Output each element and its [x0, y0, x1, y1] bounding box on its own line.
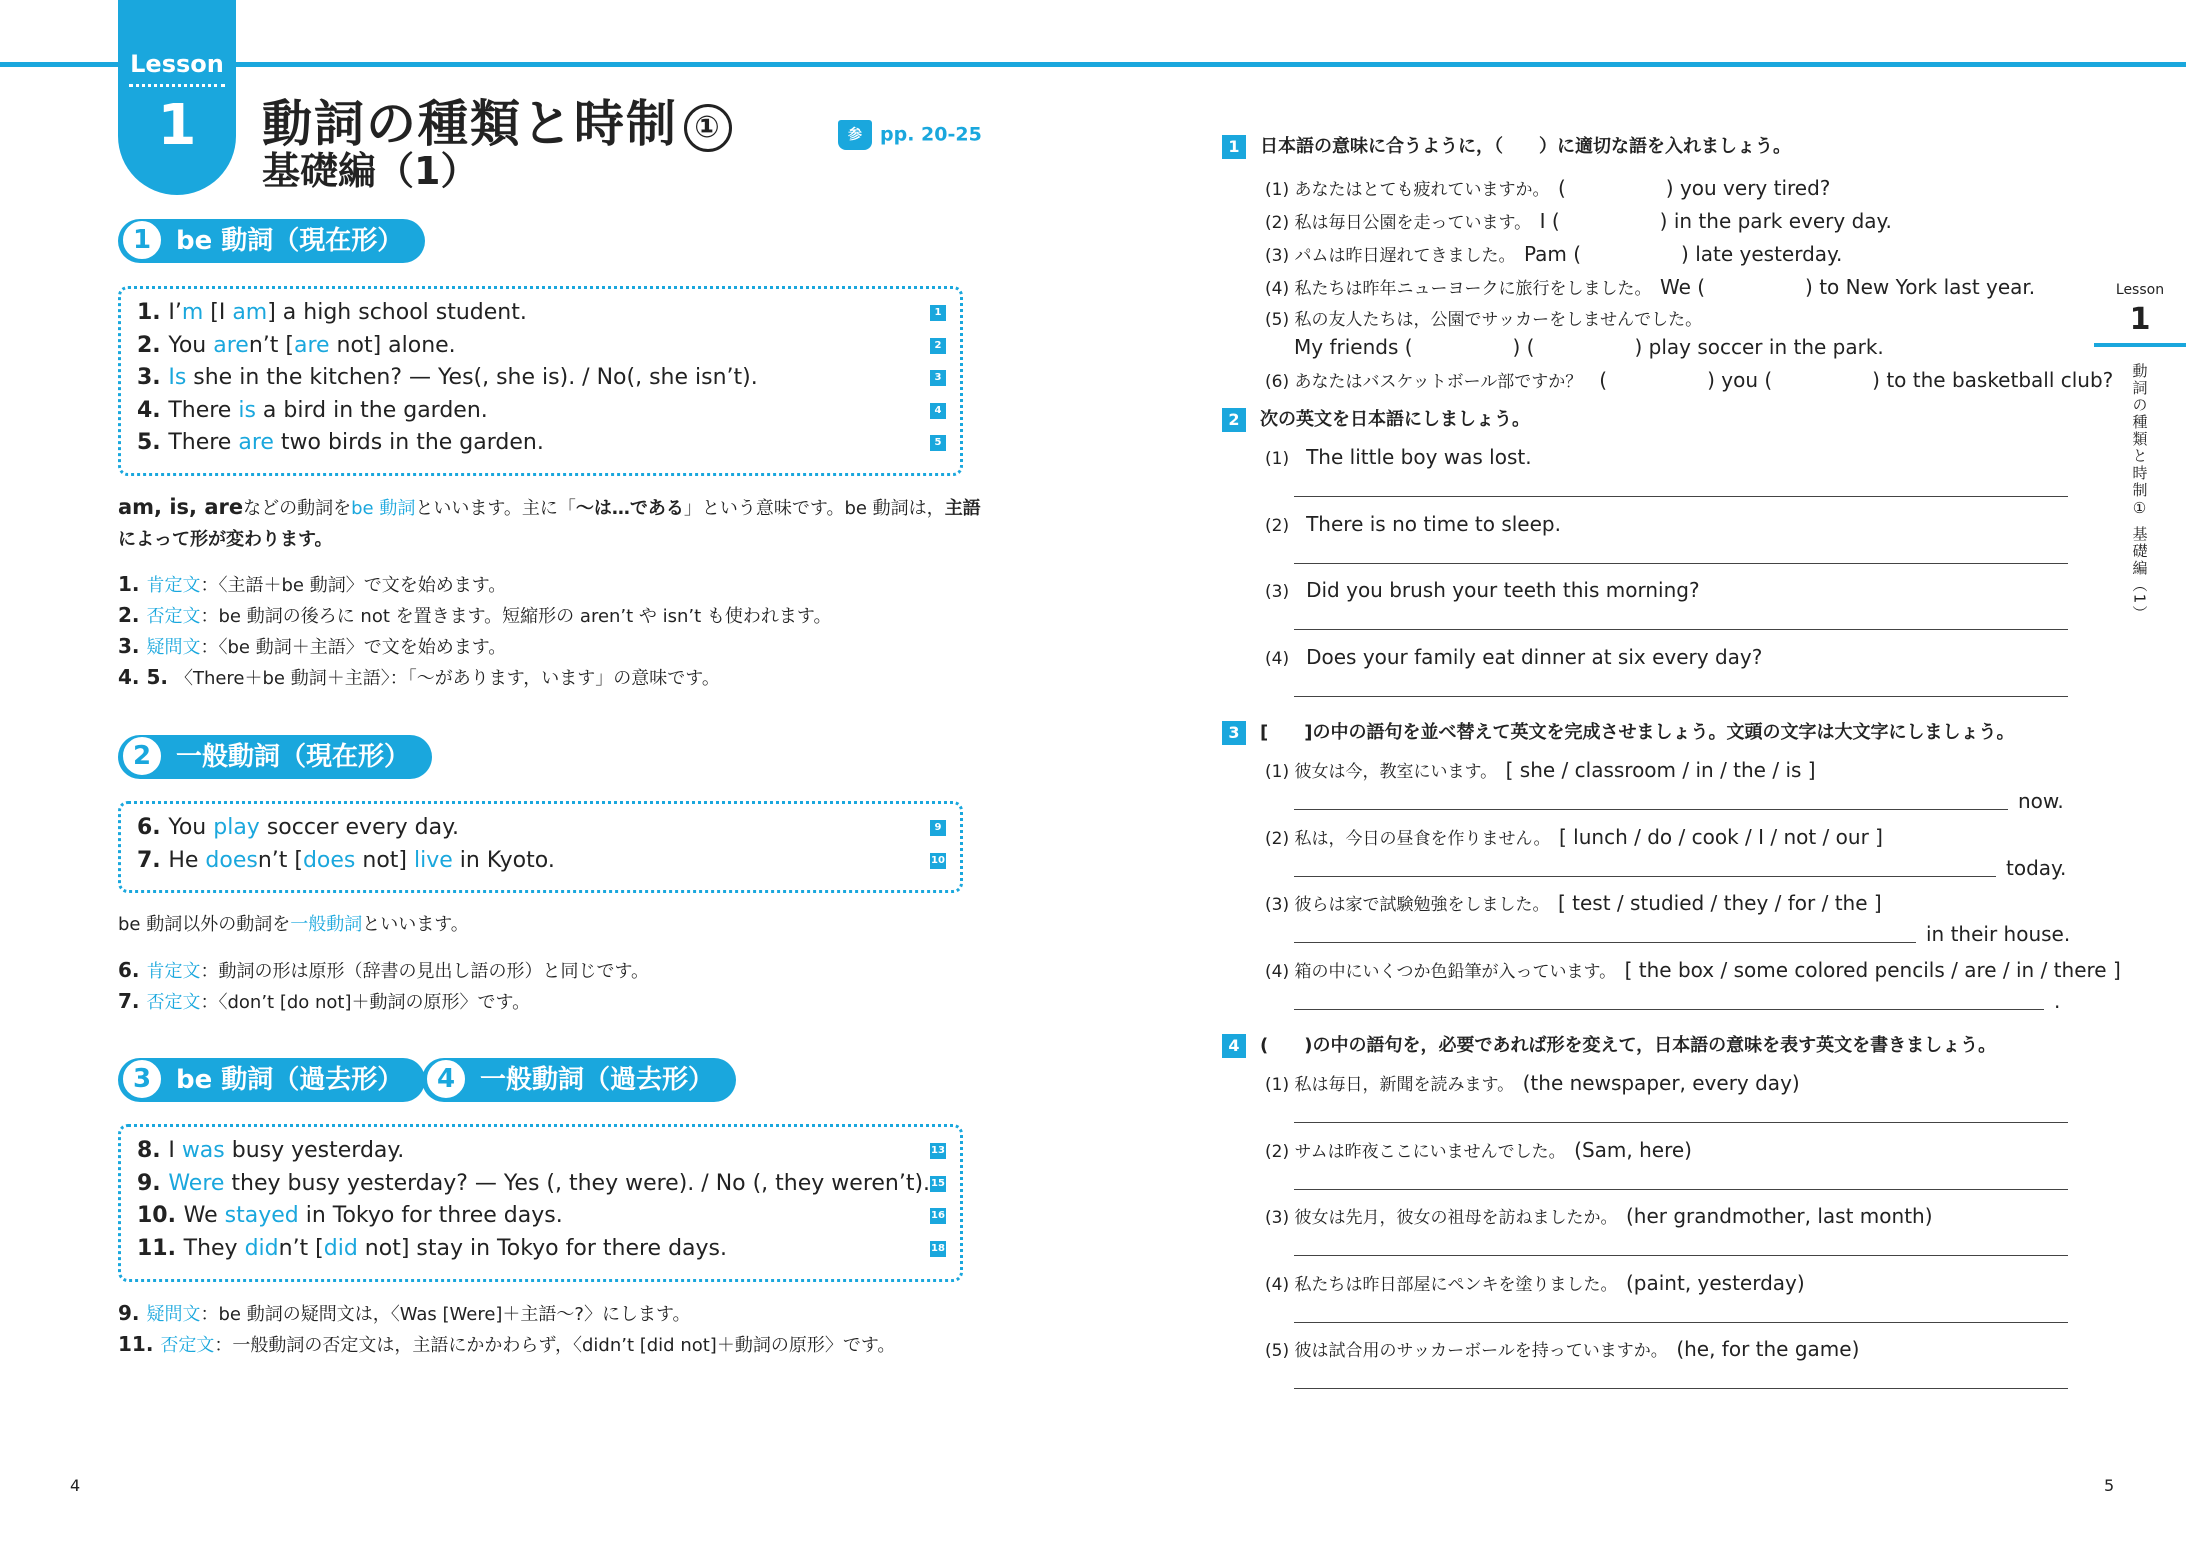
question-item — [1265, 172, 1830, 201]
question-item — [1265, 1336, 1859, 1361]
rule-text: ：〈be 動詞＋主語〉で文を始めます。 — [200, 637, 507, 658]
highlight-word: stayed — [224, 1203, 299, 1228]
section-title: be 動詞（現在形） — [176, 226, 404, 256]
item-english: (he, for the game) — [1676, 1337, 1860, 1361]
question-number: 3 — [1222, 721, 1246, 745]
item-english: Pam ( ) late yesterday. — [1523, 242, 1843, 266]
highlight-word: are — [293, 332, 330, 358]
page-subtitle: 基礎編（1） — [262, 149, 479, 193]
question-item — [1265, 644, 1762, 669]
example-box-2 — [118, 801, 963, 893]
item-japanese: (1) あなたはとても疲れていますか。 — [1265, 180, 1558, 200]
item-english: I ( ) in the park every day. — [1539, 209, 1892, 233]
side-lesson-number: 1 — [2094, 302, 2186, 347]
question-item — [1265, 957, 2121, 982]
question-item — [1265, 444, 1532, 469]
item-english: My friends ( ) ( ) play soccer in the park. — [1294, 335, 1884, 359]
example-number: 1. — [137, 300, 169, 325]
item-english: (paint, yesterday) — [1625, 1270, 1805, 1295]
answer-line — [1294, 1189, 2068, 1190]
section-2-heading — [118, 735, 432, 779]
answer-line — [1294, 876, 1996, 877]
expl-text: 」という意味です。be 動詞は， — [683, 498, 945, 519]
question-item — [1265, 205, 1892, 234]
answer-line — [1294, 696, 2068, 697]
item-english: Does your family eat dinner at six every day? — [1306, 644, 1763, 669]
item-english: [ the box / some colored pencils / are / in / there ] — [1624, 957, 2121, 982]
title-main: 動詞の種類と時制 — [262, 95, 678, 153]
grammar-rule — [118, 986, 530, 1018]
section-number: 2 — [122, 736, 162, 776]
question-item — [1265, 1270, 1805, 1295]
item-english: There is no time to sleep. — [1306, 511, 1561, 536]
question-item — [1265, 890, 1882, 915]
expl-text: などの動詞を — [243, 498, 352, 519]
highlight-word: Is — [168, 365, 187, 390]
section-1-heading — [118, 219, 425, 263]
lesson-tab — [118, 0, 236, 195]
sentence-text: There — [168, 397, 239, 423]
rule-number: 7. — [118, 989, 147, 1013]
section-3-heading — [118, 1058, 425, 1102]
sentence-ending — [1926, 922, 2070, 946]
question-item — [1265, 238, 1842, 267]
highlight-word: is — [238, 397, 256, 423]
rule-keyword: 否定文 — [160, 1335, 215, 1356]
page-reference — [838, 120, 982, 150]
item-japanese: (3) パムは昨日遅れてきました。 — [1265, 246, 1524, 266]
rule-keyword: 疑問文 — [146, 1304, 201, 1325]
question-item — [1265, 1203, 1933, 1228]
rule-number: 6. — [118, 958, 147, 982]
rule-number: 3. — [118, 634, 147, 658]
audio-track-badge: 2 — [930, 338, 946, 354]
item-japanese: (5) 彼は試合用のサッカーボールを持っていますか。 — [1265, 1341, 1677, 1361]
grammar-rule — [118, 569, 506, 601]
side-vertical-title: 動詞の種類と時制① 基礎編（1） — [2130, 363, 2149, 623]
section-number: 4 — [426, 1059, 466, 1099]
ending-text: today. — [2006, 855, 2067, 880]
question-item — [1265, 757, 1816, 782]
item-japanese: (2) — [1265, 515, 1307, 536]
reference-pages: pp. 20-25 — [880, 123, 982, 146]
highlight-word: are — [213, 332, 249, 358]
rule-text: ：be 動詞の疑問文は，〈Was [Were]＋主語〜?〉にします。 — [200, 1304, 691, 1325]
answer-line — [1294, 1009, 2044, 1010]
sentence-text: ] a high school student. — [267, 300, 527, 325]
expl-keyword: 主語 — [944, 498, 981, 519]
page-number-right: 5 — [2104, 1476, 2115, 1495]
sentence-text: a bird in the garden. — [255, 397, 488, 423]
item-japanese: (4) — [1265, 648, 1307, 669]
item-japanese: (4) 私たちは昨日部屋にペンキを塗りました。 — [1265, 1274, 1626, 1295]
question-instruction: ( )の中の語句を，必要であれば形を変えて，日本語の意味を表す英文を書きましょう。 — [1260, 1035, 1997, 1056]
example-sentence — [137, 427, 946, 460]
expl-text: be 動詞以外の動詞を — [118, 914, 291, 935]
sentence-ending — [2018, 789, 2064, 813]
highlight-word: are — [238, 430, 274, 455]
item-japanese: (1) 彼女は今，教室にいます。 — [1265, 762, 1506, 782]
sentence-text: You — [168, 815, 214, 840]
audio-track-badge: 4 — [930, 403, 946, 419]
explanation-2 — [118, 909, 469, 940]
item-english: [ test / studied / they / for / the ] — [1557, 891, 1882, 915]
example-number: 6. — [137, 815, 169, 840]
question-item — [1265, 305, 1711, 330]
item-english: (her grandmother, last month) — [1625, 1204, 1933, 1228]
expl-text: といいます。主に「 — [415, 498, 576, 519]
rule-text: 〈There＋be 動詞＋主語〉：「〜があります，います」の意味です。 — [174, 668, 720, 689]
question-instruction: [ ]の中の語句を並べ替えて英文を完成させましょう。文頭の文字は大文字にしましょう。 — [1260, 722, 2015, 743]
answer-line — [1294, 629, 2068, 630]
item-japanese: (2) サムは昨夜ここにいませんでした。 — [1265, 1141, 1575, 1162]
grammar-rule — [118, 1298, 691, 1330]
highlight-word: play — [213, 815, 260, 840]
highlight-word: live — [414, 847, 453, 873]
grammar-rule — [118, 631, 506, 663]
question-heading — [1222, 132, 1791, 159]
example-number: 2. — [137, 332, 169, 358]
lesson-label: Lesson — [129, 50, 225, 87]
rule-text: ：動詞の形は原形（辞書の見出し語の形）と同じです。 — [200, 961, 650, 982]
expl-words: am, is, are — [118, 495, 244, 519]
rule-keyword: 疑問文 — [146, 637, 201, 658]
rule-keyword: 否定文 — [146, 992, 201, 1013]
answer-line — [1294, 942, 1916, 943]
item-english: (Sam, here) — [1574, 1137, 1692, 1162]
expl-text: によって形が変わります。 — [118, 529, 333, 550]
item-english: ( ) you very tired? — [1557, 176, 1831, 200]
ending-text: in their house. — [1926, 922, 2071, 946]
question-item — [1265, 577, 1700, 602]
question-item — [1265, 1070, 1800, 1095]
highlight-word: am — [232, 300, 268, 325]
question-heading — [1222, 718, 2014, 745]
rule-number: 2. — [118, 603, 147, 627]
example-sentence — [137, 812, 946, 845]
answer-line — [1294, 1388, 2068, 1389]
grammar-rule — [118, 955, 649, 987]
rule-text: ：〈don’t [do not]＋動詞の原形〉です。 — [200, 992, 531, 1013]
question-item — [1265, 1137, 1692, 1162]
example-number: 8. — [137, 1138, 169, 1163]
section-4-heading — [422, 1058, 736, 1102]
audio-track-badge: 3 — [930, 370, 946, 386]
example-sentence — [137, 395, 946, 428]
answer-line — [1294, 1255, 2068, 1256]
item-japanese: (4) 箱の中にいくつか色鉛筆が入っています。 — [1265, 961, 1625, 982]
top-rule — [0, 62, 2186, 67]
sentence-text: I’ — [168, 300, 182, 325]
audio-track-badge: 16 — [930, 1208, 946, 1224]
sentence-text: she in the kitchen? — Yes(, she is). / No(, she isn’t). — [186, 365, 758, 390]
question-instruction: 日本語の意味に合うように，（ ）に適切な語を入れましょう。 — [1260, 136, 1791, 157]
item-japanese: (2) 私は毎日公園を走っています。 — [1265, 213, 1540, 233]
sentence-ending — [2054, 989, 2060, 1013]
question-item — [1265, 511, 1561, 536]
highlight-word: m — [181, 300, 204, 325]
example-sentence — [137, 1168, 946, 1201]
question-item — [1265, 271, 2035, 300]
sentence-text: not] stay in Tokyo for there days. — [357, 1235, 727, 1261]
example-sentence — [137, 845, 946, 878]
ending-text: now. — [2018, 789, 2064, 813]
answer-line — [1294, 1122, 2068, 1123]
rule-keyword: 肯定文 — [146, 961, 201, 982]
item-english: We ( ) to New York last year. — [1659, 275, 2036, 299]
section-number: 3 — [122, 1059, 162, 1099]
rule-number: 11. — [118, 1332, 161, 1356]
question-heading — [1222, 405, 1530, 432]
item-english: Did you brush your teeth this morning? — [1306, 578, 1700, 602]
sentence-text: [I — [203, 300, 233, 325]
sentence-text: n’t [ — [248, 332, 294, 358]
question-heading — [1222, 1031, 1996, 1058]
section-title: 一般動詞（過去形） — [480, 1065, 715, 1095]
audio-track-badge: 1 — [930, 305, 946, 321]
side-lesson-tab — [2094, 282, 2186, 622]
highlight-word: did — [244, 1235, 279, 1261]
question-number: 4 — [1222, 1034, 1246, 1058]
rule-keyword: 否定文 — [146, 606, 201, 627]
rule-number: 4. 5. — [118, 665, 175, 689]
example-number: 9. — [137, 1170, 169, 1196]
item-english: (the newspaper, every day) — [1522, 1071, 1800, 1095]
sentence-text: soccer every day. — [259, 815, 459, 840]
sentence-text: not] — [355, 847, 414, 873]
sentence-text: in Tokyo for three days. — [298, 1203, 563, 1228]
section-title: 一般動詞（現在形） — [176, 742, 411, 772]
example-number: 7. — [137, 847, 169, 873]
grammar-rule — [118, 600, 832, 632]
audio-track-badge: 15 — [930, 1176, 946, 1192]
highlight-word: was — [181, 1138, 225, 1163]
rule-text: ：be 動詞の後ろに not を置きます。短縮形の aren’t や isn’t も使われます。 — [200, 606, 832, 627]
item-english: The little boy was lost. — [1306, 445, 1532, 469]
sentence-text: I — [168, 1138, 182, 1163]
rule-text: ：〈主語＋be 動詞〉で文を始めます。 — [200, 575, 507, 596]
rule-number: 1. — [118, 572, 147, 596]
sentence-text: He — [168, 847, 206, 873]
example-box-3 — [118, 1124, 963, 1282]
item-japanese: (3) 彼女は先月，彼女の祖母を訪ねましたか。 — [1265, 1208, 1626, 1228]
sentence-text: not] alone. — [329, 332, 456, 358]
sentence-text: two birds in the garden. — [273, 430, 544, 455]
item-japanese: (1) 私は毎日，新聞を読みます。 — [1265, 1075, 1523, 1095]
item-japanese: (5) 私の友人たちは，公園でサッカーをしませんでした。 — [1265, 310, 1711, 330]
question-instruction: 次の英文を日本語にしましょう。 — [1260, 409, 1530, 430]
page-number-left: 4 — [70, 1476, 81, 1495]
highlight-word: did — [323, 1235, 358, 1261]
example-number: 11. — [137, 1235, 184, 1261]
title-circle-number: ① — [684, 104, 732, 152]
sentence-text: n’t [ — [278, 1235, 324, 1261]
question-item — [1265, 824, 1883, 849]
section-number: 1 — [122, 220, 162, 260]
item-english: ( ) you ( ) to the basketball club? — [1599, 368, 2114, 392]
sentence-text: You — [168, 332, 214, 358]
example-number: 10. — [137, 1203, 184, 1228]
audio-track-badge: 10 — [930, 853, 946, 869]
example-sentence — [137, 297, 946, 330]
lesson-number: 1 — [157, 93, 197, 158]
explanation-1 — [118, 492, 981, 555]
item-english: [ she / classroom / in / the / is ] — [1505, 758, 1816, 782]
example-sentence — [137, 330, 946, 363]
answer-line — [1294, 496, 2068, 497]
example-sentence — [137, 1135, 946, 1168]
example-sentence — [137, 1200, 946, 1233]
example-number: 4. — [137, 397, 169, 423]
ending-text: . — [2054, 988, 2061, 1013]
side-lesson-label: Lesson — [2115, 282, 2165, 298]
question-item — [1265, 364, 2113, 393]
section-title: be 動詞（過去形） — [176, 1065, 404, 1095]
audio-track-badge: 5 — [930, 435, 946, 451]
example-sentence — [137, 1233, 946, 1266]
question-item — [1294, 331, 1884, 360]
audio-track-badge: 18 — [930, 1241, 946, 1257]
expl-text: といいます。 — [362, 914, 469, 935]
sentence-text: n’t [ — [257, 847, 303, 873]
book-icon: 参 — [838, 120, 872, 150]
highlight-word: does — [302, 847, 356, 873]
answer-line — [1294, 1322, 2068, 1323]
sentence-text: We — [183, 1203, 225, 1228]
highlight-word: does — [205, 847, 258, 873]
highlight-word: Were — [168, 1170, 225, 1196]
answer-line — [1294, 563, 2068, 564]
item-japanese: (3) — [1265, 582, 1307, 602]
question-number: 1 — [1222, 135, 1246, 159]
sentence-text: They — [183, 1235, 245, 1261]
answer-line — [1294, 809, 2008, 810]
item-japanese: (2) 私は，今日の昼食を作りません。 — [1265, 828, 1560, 849]
grammar-rule — [118, 662, 720, 694]
question-number: 2 — [1222, 408, 1246, 432]
audio-track-badge: 9 — [930, 820, 946, 836]
sentence-text: busy yesterday. — [224, 1138, 405, 1163]
item-english: [ lunch / do / cook / I / not / our ] — [1559, 824, 1883, 849]
item-japanese: (4) 私たちは昨年ニューヨークに旅行をしました。 — [1265, 279, 1660, 299]
rule-text: ：一般動詞の否定文は，主語にかかわらず，〈didn’t [did not]＋動詞の原形〉です。 — [214, 1335, 896, 1356]
example-sentence — [137, 362, 946, 395]
expl-meaning: 〜は…である — [575, 498, 684, 519]
example-number: 5. — [137, 430, 169, 455]
item-japanese: (3) 彼らは家で試験勉強をしました。 — [1265, 895, 1558, 915]
example-number: 3. — [137, 365, 169, 390]
rule-number: 9. — [118, 1301, 147, 1325]
rule-keyword: 肯定文 — [146, 575, 201, 596]
item-japanese: (6) あなたはバスケットボール部ですか？ — [1265, 372, 1600, 392]
sentence-text: There — [168, 430, 239, 455]
expl-keyword: be 動詞 — [351, 498, 416, 519]
sentence-text: in Kyoto. — [452, 847, 555, 873]
item-japanese: (1) — [1265, 449, 1307, 469]
example-box-1 — [118, 286, 963, 476]
sentence-ending — [2006, 856, 2066, 880]
audio-track-badge: 13 — [930, 1143, 946, 1159]
grammar-rule — [118, 1329, 895, 1361]
sentence-text: they busy yesterday? — Yes (, they were). / No (, they weren’t). — [224, 1170, 931, 1196]
expl-keyword: 一般動詞 — [290, 914, 363, 935]
